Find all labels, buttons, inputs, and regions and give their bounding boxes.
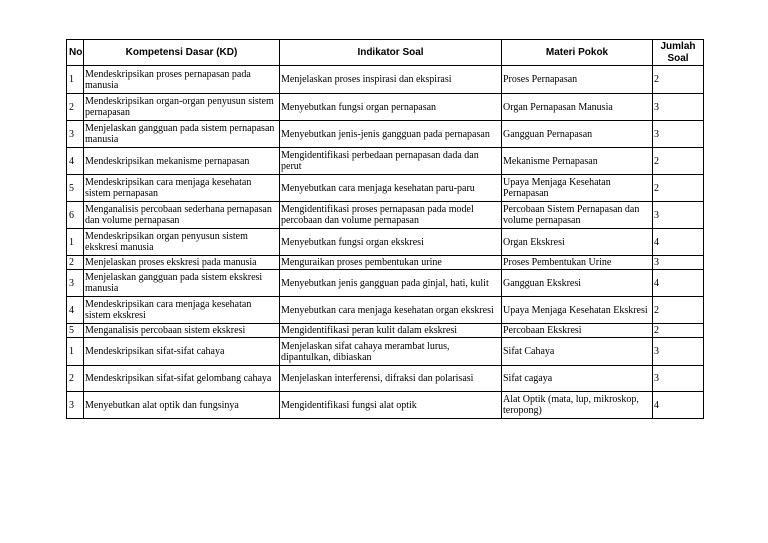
- table-row: [67, 366, 704, 392]
- cell-jumlah: 2: [653, 297, 704, 324]
- cell-no: 3: [67, 392, 84, 419]
- cell-materi: Alat Optik (mata, lup, mikroskop, teropong): [502, 392, 653, 419]
- cell-kd: Menjelaskan proses ekskresi pada manusia: [84, 256, 280, 270]
- cell-jumlah: 2: [653, 175, 704, 202]
- cell-kd: Menganalisis percobaan sederhana pernapasan dan volume pernapasan: [84, 202, 280, 229]
- header-materi-pokok: Materi Pokok: [502, 40, 653, 66]
- cell-no: 4: [67, 148, 84, 175]
- cell-jumlah: 3: [653, 202, 704, 229]
- cell-indikator: Menyebutkan cara menjaga kesehatan paru-paru: [280, 175, 502, 202]
- cell-materi: Gangguan Pernapasan: [502, 121, 653, 148]
- header-kompetensi-dasar: Kompetensi Dasar (KD): [84, 40, 280, 66]
- cell-kd: Menjelaskan gangguan pada sistem ekskresi manusia: [84, 270, 280, 297]
- cell-materi: Percobaan Ekskresi: [502, 324, 653, 338]
- cell-indikator: Menyebutkan jenis-jenis gangguan pada pernapasan: [280, 121, 502, 148]
- table-row: [67, 297, 704, 324]
- table-row: [67, 338, 704, 366]
- cell-indikator: Mengidentifikasi proses pernapasan pada model percobaan dan volume pernapasan: [280, 202, 502, 229]
- table-row: [67, 270, 704, 297]
- cell-no: 2: [67, 366, 84, 392]
- table-row: [67, 66, 704, 94]
- cell-indikator: Mengidentifikasi peran kulit dalam ekskresi: [280, 324, 502, 338]
- cell-no: 5: [67, 324, 84, 338]
- cell-materi: Sifat Cahaya: [502, 338, 653, 366]
- cell-indikator: Menjelaskan interferensi, difraksi dan polarisasi: [280, 366, 502, 392]
- cell-kd: Mendeskripsikan organ-organ penyusun sistem pernapasan: [84, 94, 280, 121]
- header-no: No: [67, 40, 84, 66]
- cell-indikator: Menyebutkan jenis gangguan pada ginjal, hati, kulit: [280, 270, 502, 297]
- cell-no: 2: [67, 256, 84, 270]
- cell-materi: Proses Pernapasan: [502, 66, 653, 94]
- cell-materi: Organ Ekskresi: [502, 229, 653, 256]
- kisi-kisi-table: [66, 39, 704, 419]
- cell-no: 6: [67, 202, 84, 229]
- cell-indikator: Menyebutkan fungsi organ ekskresi: [280, 229, 502, 256]
- cell-materi: Organ Pernapasan Manusia: [502, 94, 653, 121]
- cell-kd: Mendeskripsikan proses pernapasan pada manusia: [84, 66, 280, 94]
- cell-indikator: Menyebutkan cara menjaga kesehatan organ ekskresi: [280, 297, 502, 324]
- cell-materi: Gangguan Ekskresi: [502, 270, 653, 297]
- table-row: [67, 148, 704, 175]
- cell-materi: Upaya Menjaga Kesehatan Pernapasan: [502, 175, 653, 202]
- cell-jumlah: 4: [653, 270, 704, 297]
- cell-no: 3: [67, 121, 84, 148]
- cell-indikator: Menjelaskan sifat cahaya merambat lurus, dipantulkan, dibiaskan: [280, 338, 502, 366]
- cell-no: 1: [67, 229, 84, 256]
- table-row: [67, 94, 704, 121]
- table-row: [67, 121, 704, 148]
- cell-jumlah: 3: [653, 121, 704, 148]
- cell-kd: Menganalisis percobaan sistem ekskresi: [84, 324, 280, 338]
- cell-no: 2: [67, 94, 84, 121]
- cell-materi: Upaya Menjaga Kesehatan Ekskresi: [502, 297, 653, 324]
- cell-indikator: Menguraikan proses pembentukan urine: [280, 256, 502, 270]
- header-jumlah-soal: Jumlah Soal: [653, 40, 704, 66]
- cell-no: 1: [67, 66, 84, 94]
- cell-indikator: Menyebutkan fungsi organ pernapasan: [280, 94, 502, 121]
- cell-no: 4: [67, 297, 84, 324]
- cell-kd: Menjelaskan gangguan pada sistem pernapasan manusia: [84, 121, 280, 148]
- cell-kd: Mendeskripsikan mekanisme pernapasan: [84, 148, 280, 175]
- cell-materi: Proses Pembentukan Urine: [502, 256, 653, 270]
- cell-no: 3: [67, 270, 84, 297]
- cell-jumlah: 4: [653, 392, 704, 419]
- cell-materi: Mekanisme Pernapasan: [502, 148, 653, 175]
- table-row: [67, 256, 704, 270]
- cell-materi: Percobaan Sistem Pernapasan dan volume pernapasan: [502, 202, 653, 229]
- cell-jumlah: 3: [653, 366, 704, 392]
- cell-kd: Mendeskripsikan cara menjaga kesehatan sistem pernapasan: [84, 175, 280, 202]
- cell-kd: Menyebutkan alat optik dan fungsinya: [84, 392, 280, 419]
- cell-kd: Mendeskripsikan sifat-sifat gelombang cahaya: [84, 366, 280, 392]
- cell-jumlah: 3: [653, 94, 704, 121]
- cell-materi: Sifat cagaya: [502, 366, 653, 392]
- table-row: [67, 202, 704, 229]
- cell-jumlah: 2: [653, 324, 704, 338]
- table-row: [67, 392, 704, 419]
- cell-kd: Mendeskripsikan sifat-sifat cahaya: [84, 338, 280, 366]
- cell-indikator: Menjelaskan proses inspirasi dan ekspirasi: [280, 66, 502, 94]
- cell-indikator: Mengidentifikasi fungsi alat optik: [280, 392, 502, 419]
- cell-jumlah: 3: [653, 338, 704, 366]
- table-row: [67, 175, 704, 202]
- cell-jumlah: 2: [653, 148, 704, 175]
- cell-jumlah: 2: [653, 66, 704, 94]
- cell-indikator: Mengidentifikasi perbedaan pernapasan dada dan perut: [280, 148, 502, 175]
- table-row: [67, 324, 704, 338]
- cell-no: 5: [67, 175, 84, 202]
- cell-kd: Mendeskripsikan cara menjaga kesehatan sistem ekskresi: [84, 297, 280, 324]
- spreadsheet-area: [66, 39, 704, 419]
- cell-kd: Mendeskripsikan organ penyusun sistem ekskresi manusia: [84, 229, 280, 256]
- table-row: [67, 229, 704, 256]
- cell-jumlah: 4: [653, 229, 704, 256]
- cell-no: 1: [67, 338, 84, 366]
- cell-jumlah: 3: [653, 256, 704, 270]
- header-row: [67, 40, 704, 66]
- header-indikator-soal: Indikator Soal: [280, 40, 502, 66]
